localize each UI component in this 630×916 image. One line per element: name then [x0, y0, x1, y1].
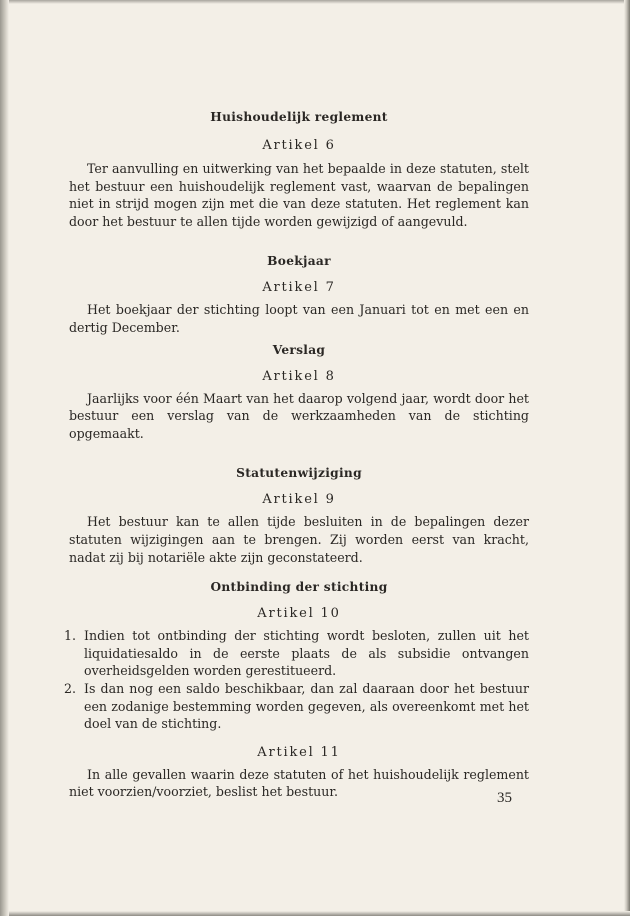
artikel-10-label: Artikel 10	[257, 606, 341, 622]
artikel-11-label: Artikel 11	[257, 744, 341, 760]
page-binding-shadow	[0, 0, 9, 916]
page-body	[64, 95, 529, 801]
list-item	[64, 680, 529, 733]
page-edge-bottom	[9, 911, 630, 916]
artikel-9-text: Het bestuur kan te allen tijde besluiten in de bepalingen dezer statuten wijzigingen aan te brengen. Zij worden eerst van kracht, nadat zij bij notariële akte zijn geconstateerd.	[69, 514, 529, 565]
section-heading-huishoudelijk-reglement: Huishoudelijk reglement	[210, 110, 388, 124]
artikel-8-label: Artikel 8	[262, 368, 336, 384]
artikel-7-text: Het boekjaar der stichting loopt van een Januari tot en met een en dertig December.	[69, 302, 529, 335]
list-item	[64, 627, 529, 680]
artikel-6-text: Ter aanvulling en uitwerking van het bepaalde in deze statuten, stelt het bestuur een huishoudelijk reglement vast, waarvan de bepalingen niet in strijd mogen zijn met die van deze statuten. Het reglement kan door het bestuur te allen tijde worden gewijzigd of aangevuld.	[69, 161, 529, 229]
list-item-text: Indien tot ontbinding der stichting wordt besloten, zullen uit het liquidatiesaldo in de eerste plaats de als subsidie ontvangen overheidsgelden worden gerestitueerd.	[84, 628, 529, 679]
section-heading-boekjaar: Boekjaar	[267, 254, 331, 269]
page-edge-top	[9, 0, 630, 4]
artikel-6-label: Artikel 6	[262, 138, 336, 153]
page-number: 35	[497, 790, 512, 806]
list-item-text: Is dan nog een saldo beschikbaar, dan zal daaraan door het bestuur een zodanige bestemming worden gegeven, als overeenkomt met het doel van de stichting.	[84, 680, 529, 732]
artikel-7-label: Artikel 7	[262, 280, 336, 296]
section-heading-verslag: Verslag	[272, 342, 326, 357]
list-item-number: 1.	[64, 628, 77, 644]
list-item-number: 2.	[64, 680, 77, 696]
artikel-8-text: Jaarlijks voor één Maart van het daarop volgend jaar, wordt door het bestuur een verslag van de werkzaamheden van de stichting opgemaakt.	[69, 390, 529, 441]
artikel-9-label: Artikel 9	[262, 492, 336, 508]
section-heading-statutenwijziging: Statutenwijziging	[236, 466, 362, 481]
page-edge-right	[624, 0, 630, 916]
section-heading-ontbinding: Ontbinding der stichting	[210, 580, 388, 595]
artikel-11-text: In alle gevallen waarin deze statuten of het huishoudelijk reglement niet voorzien/voorziet, beslist het bestuur.	[69, 766, 529, 800]
